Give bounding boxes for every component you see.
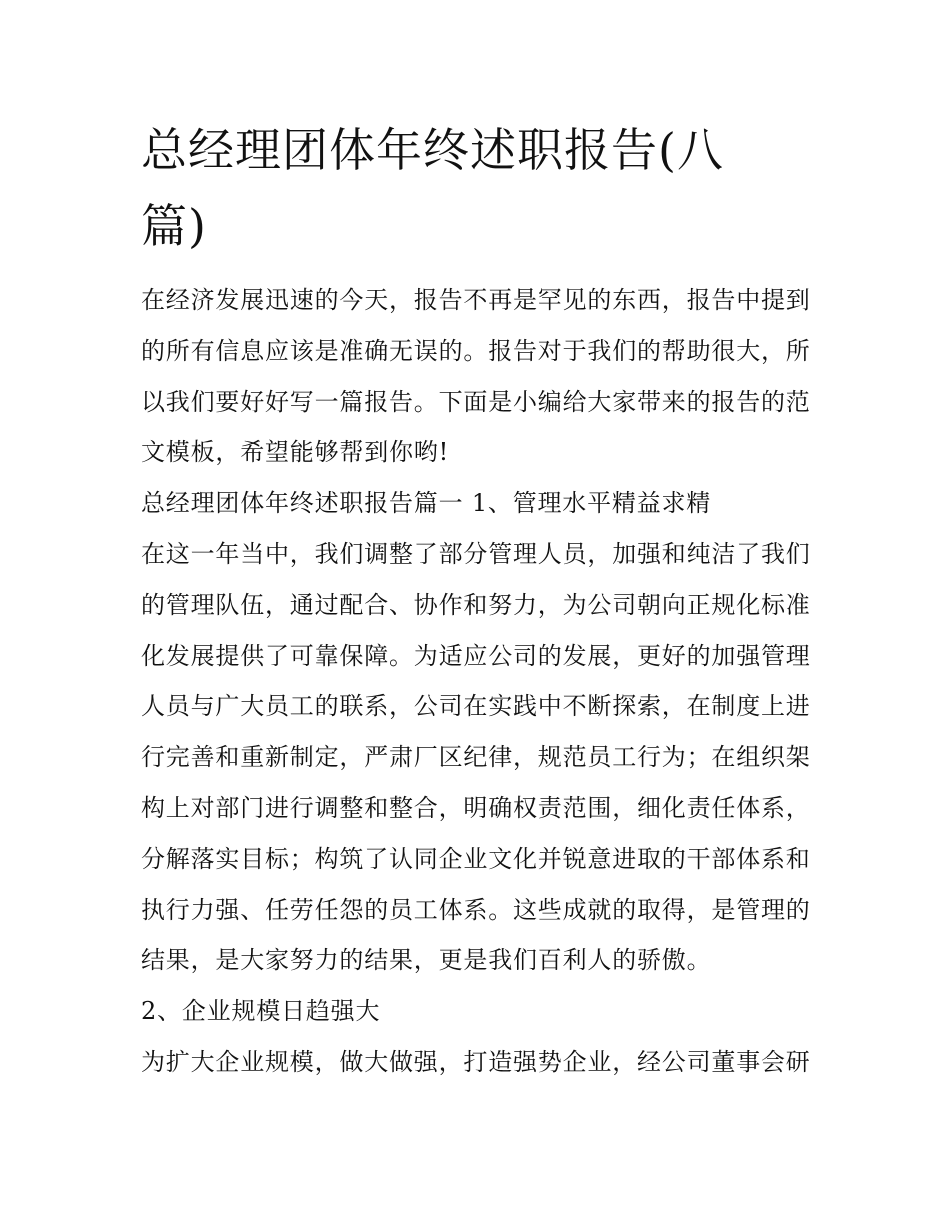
body-line: 分解落实目标；构筑了认同企业文化并锐意进取的干部体系和 <box>141 844 811 873</box>
body-line: 构上对部门进行调整和整合，明确权责范围，细化责任体系， <box>141 793 811 822</box>
intro-line: 文模板，希望能够帮到你哟! <box>141 438 450 467</box>
body-line: 执行力强、任劳任怨的员工体系。这些成就的取得，是管理的 <box>141 895 811 924</box>
title-line: 篇) <box>141 199 207 253</box>
body-line: 行完善和重新制定，严肃厂区纪律，规范员工行为；在组织架 <box>141 743 811 772</box>
intro-line: 的所有信息应该是准确无误的。报告对于我们的帮助很大，所 <box>141 336 811 365</box>
body-line: 化发展提供了可靠保障。为适应公司的发展，更好的加强管理 <box>141 641 811 670</box>
title-line: 总经理团体年终述职报告(八 <box>141 123 724 177</box>
document-body <box>141 275 821 1088</box>
body-line: 在这一年当中，我们调整了部分管理人员，加强和纯洁了我们 <box>141 539 811 568</box>
body-line: 结果，是大家努力的结果，更是我们百利人的骄傲。 <box>141 946 712 975</box>
body-line: 为扩大企业规模，做大做强，打造强势企业，经公司董事会研 <box>141 1047 811 1076</box>
body-line: 的管理队伍，通过配合、协作和努力，为公司朝向正规化标准 <box>141 590 811 619</box>
section-heading-1: 总经理团体年终述职报告篇一 1、管理水平精益求精 <box>141 489 712 518</box>
intro-line: 在经济发展迅速的今天，报告不再是罕见的东西，报告中提到 <box>141 286 811 314</box>
document-title <box>141 112 801 264</box>
section-heading-2: 2、企业规模日趋强大 <box>141 997 381 1026</box>
intro-line: 以我们要好好写一篇报告。下面是小编给大家带来的报告的范 <box>141 387 811 416</box>
body-line: 人员与广大员工的联系，公司在实践中不断探索，在制度上进 <box>141 692 811 721</box>
